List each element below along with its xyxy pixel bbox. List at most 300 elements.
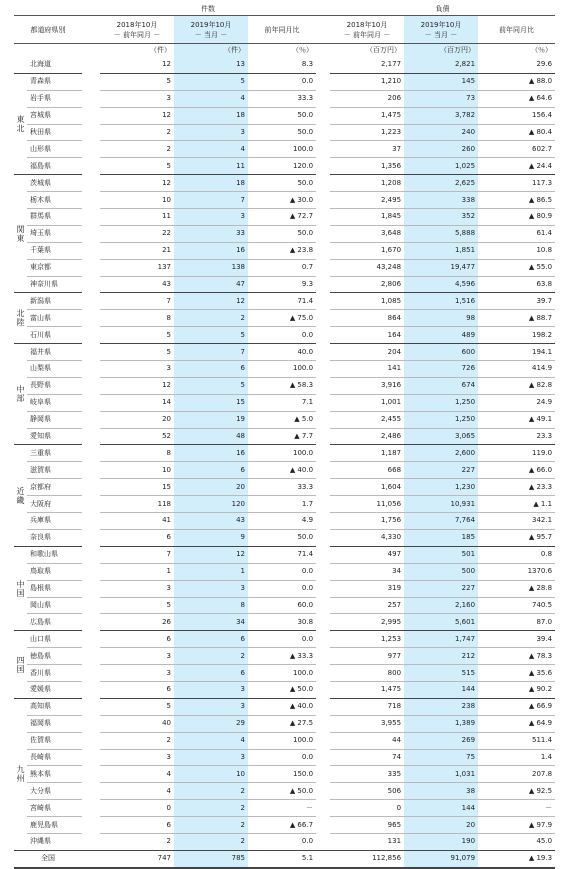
debt-prev: 0 bbox=[330, 800, 404, 817]
table-row bbox=[14, 597, 555, 614]
row-gap bbox=[82, 327, 100, 344]
table-row bbox=[14, 529, 555, 546]
debt-cur: 19,477 bbox=[404, 259, 478, 276]
row-spacer bbox=[316, 276, 330, 293]
table-row bbox=[14, 377, 555, 394]
total-label: 全国 bbox=[14, 850, 82, 868]
count-yoy: ▲ 23.8 bbox=[248, 242, 316, 259]
debt-prev: 1,001 bbox=[330, 394, 404, 411]
table-row bbox=[14, 665, 555, 682]
count-cur: 2 bbox=[174, 833, 248, 850]
pref-name: 島根県 bbox=[27, 580, 82, 597]
pref-name: 奈良県 bbox=[27, 529, 82, 546]
region-label: 関 東 bbox=[14, 175, 27, 293]
count-yoy: ▲ 33.3 bbox=[248, 648, 316, 665]
row-spacer bbox=[316, 310, 330, 327]
count-yoy: ▲ 50.0 bbox=[248, 681, 316, 698]
count-yoy: 0.7 bbox=[248, 259, 316, 276]
row-gap bbox=[82, 529, 100, 546]
debt-prev: 37 bbox=[330, 141, 404, 158]
row-spacer bbox=[316, 90, 330, 107]
debt-cur: 2,625 bbox=[404, 175, 478, 192]
total-debt-cur: 91,079 bbox=[404, 850, 478, 868]
debt-yoy: 511.4 bbox=[478, 732, 555, 749]
count-cur: 4 bbox=[174, 141, 248, 158]
count-yoy: ▲ 30.0 bbox=[248, 192, 316, 209]
row-spacer bbox=[316, 209, 330, 226]
debt-cur: 144 bbox=[404, 800, 478, 817]
debt-cur: 190 bbox=[404, 833, 478, 850]
unit-count-yoy: （％） bbox=[292, 46, 314, 54]
col-count-yoy-header: 前年同月比 bbox=[248, 16, 316, 44]
count-yoy: ▲ 66.7 bbox=[248, 817, 316, 834]
debt-prev: 164 bbox=[330, 327, 404, 344]
table-row bbox=[14, 698, 555, 715]
count-prev: 5 bbox=[100, 73, 174, 90]
debt-cur: 1,031 bbox=[404, 766, 478, 783]
row-spacer bbox=[316, 800, 330, 817]
table-row bbox=[14, 327, 555, 344]
unit-count-cur: （件） bbox=[174, 44, 248, 58]
debt-prev: 2,806 bbox=[330, 276, 404, 293]
group-header-row bbox=[14, 4, 555, 16]
row-gap bbox=[82, 749, 100, 766]
debt-cur: 73 bbox=[404, 90, 478, 107]
row-spacer bbox=[316, 749, 330, 766]
debt-prev: 34 bbox=[330, 563, 404, 580]
table-row bbox=[14, 158, 555, 175]
row-spacer bbox=[316, 344, 330, 361]
debt-yoy: ▲ 66.0 bbox=[478, 462, 555, 479]
debt-cur: 338 bbox=[404, 192, 478, 209]
table-row bbox=[14, 310, 555, 327]
row-gap bbox=[82, 614, 100, 631]
row-spacer bbox=[316, 833, 330, 850]
count-yoy: 33.3 bbox=[248, 479, 316, 496]
pref-name: 群馬県 bbox=[27, 209, 82, 226]
debt-cur: 227 bbox=[404, 580, 478, 597]
count-yoy: 71.4 bbox=[248, 293, 316, 310]
row-gap bbox=[82, 394, 100, 411]
region-label: 近 畿 bbox=[14, 445, 27, 546]
row-spacer bbox=[316, 73, 330, 90]
region-label: 四 国 bbox=[14, 631, 27, 699]
row-gap bbox=[82, 192, 100, 209]
pref-name: 広島県 bbox=[27, 614, 82, 631]
debt-yoy: 198.2 bbox=[478, 327, 555, 344]
row-spacer bbox=[316, 225, 330, 242]
table-body bbox=[14, 57, 555, 850]
row-gap bbox=[82, 259, 100, 276]
row-gap bbox=[82, 563, 100, 580]
count-prev: 3 bbox=[100, 361, 174, 378]
count-yoy: 50.0 bbox=[248, 529, 316, 546]
debt-yoy: ▲ 35.6 bbox=[478, 665, 555, 682]
debt-prev: 3,955 bbox=[330, 715, 404, 732]
count-cur: 7 bbox=[174, 344, 248, 361]
table-row bbox=[14, 428, 555, 445]
pref-name: 兵庫県 bbox=[27, 513, 82, 530]
pref-name: 山梨県 bbox=[27, 361, 82, 378]
count-cur: 3 bbox=[174, 749, 248, 766]
count-prev: 137 bbox=[100, 259, 174, 276]
debt-prev: 1,845 bbox=[330, 209, 404, 226]
count-cur: 29 bbox=[174, 715, 248, 732]
count-yoy: 100.0 bbox=[248, 445, 316, 462]
pref-name: 青森県 bbox=[27, 73, 82, 90]
count-prev: 12 bbox=[100, 57, 174, 73]
row-gap bbox=[82, 833, 100, 850]
debt-yoy: 602.7 bbox=[478, 141, 555, 158]
total-row bbox=[14, 850, 555, 868]
row-gap bbox=[82, 175, 100, 192]
debt-cur: 1,851 bbox=[404, 242, 478, 259]
count-prev: 1 bbox=[100, 563, 174, 580]
pref-name: 北海道 bbox=[14, 57, 82, 73]
count-cur: 6 bbox=[174, 631, 248, 648]
count-yoy: 0.0 bbox=[248, 73, 316, 90]
table-row bbox=[14, 276, 555, 293]
count-prev: 2 bbox=[100, 124, 174, 141]
col-pref-header: 都道府県別 bbox=[14, 16, 82, 44]
count-prev: 10 bbox=[100, 462, 174, 479]
debt-cur: 600 bbox=[404, 344, 478, 361]
debt-yoy: 156.4 bbox=[478, 107, 555, 124]
table-row bbox=[14, 411, 555, 428]
count-prev: 6 bbox=[100, 631, 174, 648]
row-gap bbox=[82, 513, 100, 530]
row-spacer bbox=[316, 377, 330, 394]
count-cur: 20 bbox=[174, 479, 248, 496]
table-row bbox=[14, 479, 555, 496]
debt-yoy: 10.8 bbox=[478, 242, 555, 259]
unit-row bbox=[14, 44, 555, 58]
debt-prev: 1,475 bbox=[330, 681, 404, 698]
row-gap bbox=[82, 715, 100, 732]
count-cur: 120 bbox=[174, 496, 248, 513]
pref-name: 福島県 bbox=[27, 158, 82, 175]
count-prev: 3 bbox=[100, 90, 174, 107]
debt-yoy: ▲ 80.4 bbox=[478, 124, 555, 141]
debt-cur: 1,230 bbox=[404, 479, 478, 496]
debt-cur: 75 bbox=[404, 749, 478, 766]
debt-prev: 1,187 bbox=[330, 445, 404, 462]
pref-name: 鳥取県 bbox=[27, 563, 82, 580]
debt-cur: 352 bbox=[404, 209, 478, 226]
row-gap bbox=[82, 597, 100, 614]
prefecture-bankruptcy-table bbox=[14, 4, 555, 869]
row-spacer bbox=[316, 411, 330, 428]
row-spacer bbox=[316, 580, 330, 597]
count-prev: 12 bbox=[100, 107, 174, 124]
col-count-prev-header: 2018年10月 － 前年同月 － bbox=[100, 16, 174, 44]
total-debt-yoy: ▲ 19.3 bbox=[478, 850, 555, 868]
region-label: 九 州 bbox=[14, 698, 27, 850]
row-spacer bbox=[316, 394, 330, 411]
count-prev: 10 bbox=[100, 192, 174, 209]
count-cur: 5 bbox=[174, 377, 248, 394]
row-spacer bbox=[316, 681, 330, 698]
row-spacer bbox=[316, 715, 330, 732]
table-row bbox=[14, 344, 555, 361]
row-gap bbox=[82, 124, 100, 141]
count-prev: 26 bbox=[100, 614, 174, 631]
row-spacer bbox=[316, 597, 330, 614]
count-yoy: 0.0 bbox=[248, 327, 316, 344]
count-cur: 2 bbox=[174, 783, 248, 800]
row-gap bbox=[82, 225, 100, 242]
table-row bbox=[14, 209, 555, 226]
count-prev: 5 bbox=[100, 344, 174, 361]
row-spacer bbox=[316, 614, 330, 631]
pref-name: 長崎県 bbox=[27, 749, 82, 766]
debt-cur: 185 bbox=[404, 529, 478, 546]
debt-cur: 674 bbox=[404, 377, 478, 394]
pref-name: 熊本県 bbox=[27, 766, 82, 783]
row-gap bbox=[82, 580, 100, 597]
row-spacer bbox=[316, 192, 330, 209]
count-cur: 4 bbox=[174, 90, 248, 107]
debt-yoy: ▲ 1.1 bbox=[478, 496, 555, 513]
debt-yoy: ▲ 82.8 bbox=[478, 377, 555, 394]
row-spacer bbox=[316, 648, 330, 665]
count-prev: 2 bbox=[100, 833, 174, 850]
pref-name: 京都府 bbox=[27, 479, 82, 496]
region-label: 北 陸 bbox=[14, 293, 27, 344]
row-spacer bbox=[316, 158, 330, 175]
row-gap bbox=[82, 496, 100, 513]
group-count-header: 件数 bbox=[100, 4, 316, 16]
count-cur: 138 bbox=[174, 259, 248, 276]
debt-prev: 206 bbox=[330, 90, 404, 107]
debt-yoy: ▲ 78.3 bbox=[478, 648, 555, 665]
pref-name: 富山県 bbox=[27, 310, 82, 327]
pref-name: 長野県 bbox=[27, 377, 82, 394]
table-row bbox=[14, 732, 555, 749]
row-gap bbox=[82, 90, 100, 107]
count-prev: 2 bbox=[100, 732, 174, 749]
debt-yoy: ▲ 64.9 bbox=[478, 715, 555, 732]
debt-yoy: ▲ 80.9 bbox=[478, 209, 555, 226]
pref-name: 東京都 bbox=[27, 259, 82, 276]
count-yoy: 0.0 bbox=[248, 749, 316, 766]
debt-yoy: 39.7 bbox=[478, 293, 555, 310]
debt-cur: 260 bbox=[404, 141, 478, 158]
row-spacer bbox=[316, 563, 330, 580]
table-row bbox=[14, 833, 555, 850]
total-count-cur: 785 bbox=[174, 850, 248, 868]
debt-cur: 1,747 bbox=[404, 631, 478, 648]
debt-yoy: ▲ 49.1 bbox=[478, 411, 555, 428]
table-row bbox=[14, 175, 555, 192]
table-row bbox=[14, 817, 555, 834]
debt-yoy: ▲ 55.0 bbox=[478, 259, 555, 276]
table-row bbox=[14, 563, 555, 580]
table-row bbox=[14, 73, 555, 90]
count-prev: 15 bbox=[100, 479, 174, 496]
debt-prev: 3,916 bbox=[330, 377, 404, 394]
count-prev: 4 bbox=[100, 766, 174, 783]
table-row bbox=[14, 631, 555, 648]
count-cur: 2 bbox=[174, 648, 248, 665]
count-yoy: ▲ 50.0 bbox=[248, 783, 316, 800]
count-prev: 8 bbox=[100, 445, 174, 462]
debt-cur: 10,931 bbox=[404, 496, 478, 513]
row-gap bbox=[82, 310, 100, 327]
row-spacer bbox=[316, 57, 330, 73]
debt-yoy: 207.8 bbox=[478, 766, 555, 783]
debt-yoy: 1370.6 bbox=[478, 563, 555, 580]
count-prev: 6 bbox=[100, 817, 174, 834]
row-spacer bbox=[316, 107, 330, 124]
pref-name: 千葉県 bbox=[27, 242, 82, 259]
column-header-row bbox=[14, 16, 555, 44]
debt-yoy: ▲ 90.2 bbox=[478, 681, 555, 698]
debt-yoy: ▲ 88.7 bbox=[478, 310, 555, 327]
row-gap bbox=[82, 546, 100, 563]
row-spacer bbox=[316, 242, 330, 259]
row-spacer bbox=[316, 175, 330, 192]
debt-prev: 2,455 bbox=[330, 411, 404, 428]
count-yoy: ▲ 75.0 bbox=[248, 310, 316, 327]
debt-prev: 2,995 bbox=[330, 614, 404, 631]
row-gap bbox=[82, 57, 100, 73]
count-cur: 18 bbox=[174, 175, 248, 192]
pref-name: 沖縄県 bbox=[27, 833, 82, 850]
count-prev: 4 bbox=[100, 783, 174, 800]
pref-name: 大分県 bbox=[27, 783, 82, 800]
debt-yoy: 119.0 bbox=[478, 445, 555, 462]
debt-yoy: － bbox=[478, 800, 555, 817]
debt-yoy: ▲ 92.5 bbox=[478, 783, 555, 800]
count-cur: 2 bbox=[174, 817, 248, 834]
count-yoy: 100.0 bbox=[248, 665, 316, 682]
debt-yoy: 194.1 bbox=[478, 344, 555, 361]
table-row bbox=[14, 580, 555, 597]
row-gap bbox=[82, 411, 100, 428]
debt-prev: 1,756 bbox=[330, 513, 404, 530]
table-row bbox=[14, 394, 555, 411]
debt-yoy: 45.0 bbox=[478, 833, 555, 850]
count-yoy: 100.0 bbox=[248, 141, 316, 158]
unit-debt-yoy: （％） bbox=[531, 46, 553, 54]
debt-yoy: ▲ 64.6 bbox=[478, 90, 555, 107]
count-prev: 5 bbox=[100, 158, 174, 175]
count-yoy: 50.0 bbox=[248, 225, 316, 242]
region-label: 東 北 bbox=[14, 73, 27, 174]
count-yoy: ▲ 7.7 bbox=[248, 428, 316, 445]
row-spacer bbox=[316, 698, 330, 715]
count-cur: 43 bbox=[174, 513, 248, 530]
count-prev: 43 bbox=[100, 276, 174, 293]
pref-name: 佐賀県 bbox=[27, 732, 82, 749]
debt-cur: 238 bbox=[404, 698, 478, 715]
count-cur: 5 bbox=[174, 327, 248, 344]
count-yoy: ▲ 5.0 bbox=[248, 411, 316, 428]
count-prev: 5 bbox=[100, 327, 174, 344]
debt-cur: 144 bbox=[404, 681, 478, 698]
region-label: 中 国 bbox=[14, 546, 27, 630]
count-yoy: ▲ 27.5 bbox=[248, 715, 316, 732]
debt-yoy: 414.9 bbox=[478, 361, 555, 378]
col-debt-prev-header: 2018年10月 － 前年同月 － bbox=[330, 16, 404, 44]
pref-name: 静岡県 bbox=[27, 411, 82, 428]
debt-prev: 1,670 bbox=[330, 242, 404, 259]
row-gap bbox=[82, 242, 100, 259]
pref-name: 愛知県 bbox=[27, 428, 82, 445]
unit-debt-cur: （百万円） bbox=[404, 44, 478, 58]
count-yoy: 150.0 bbox=[248, 766, 316, 783]
debt-yoy: 342.1 bbox=[478, 513, 555, 530]
count-prev: 11 bbox=[100, 209, 174, 226]
count-cur: 16 bbox=[174, 445, 248, 462]
count-cur: 3 bbox=[174, 681, 248, 698]
debt-cur: 3,065 bbox=[404, 428, 478, 445]
table-row bbox=[14, 715, 555, 732]
debt-cur: 269 bbox=[404, 732, 478, 749]
row-gap bbox=[82, 73, 100, 90]
debt-prev: 864 bbox=[330, 310, 404, 327]
table-row bbox=[14, 614, 555, 631]
debt-cur: 501 bbox=[404, 546, 478, 563]
count-cur: 8 bbox=[174, 597, 248, 614]
count-yoy: 100.0 bbox=[248, 732, 316, 749]
pref-name: 滋賀県 bbox=[27, 462, 82, 479]
debt-cur: 2,821 bbox=[404, 57, 478, 73]
count-prev: 52 bbox=[100, 428, 174, 445]
debt-cur: 20 bbox=[404, 817, 478, 834]
debt-prev: 74 bbox=[330, 749, 404, 766]
row-gap bbox=[82, 631, 100, 648]
total-debt-prev: 112,856 bbox=[330, 850, 404, 868]
debt-prev: 977 bbox=[330, 648, 404, 665]
col-debt-cur-header: 2019年10月 － 当月 － bbox=[404, 16, 478, 44]
table-row bbox=[14, 766, 555, 783]
pref-name: 福岡県 bbox=[27, 715, 82, 732]
pref-name: 福井県 bbox=[27, 344, 82, 361]
pref-name: 高知県 bbox=[27, 698, 82, 715]
count-yoy: 50.0 bbox=[248, 124, 316, 141]
debt-cur: 2,160 bbox=[404, 597, 478, 614]
pref-name: 徳島県 bbox=[27, 648, 82, 665]
debt-yoy: 23.3 bbox=[478, 428, 555, 445]
count-prev: 5 bbox=[100, 698, 174, 715]
table-row bbox=[14, 57, 555, 73]
row-gap bbox=[82, 361, 100, 378]
count-yoy: 40.0 bbox=[248, 344, 316, 361]
count-cur: 11 bbox=[174, 158, 248, 175]
count-yoy: ▲ 40.0 bbox=[248, 462, 316, 479]
debt-yoy: 1.4 bbox=[478, 749, 555, 766]
table-row bbox=[14, 361, 555, 378]
count-cur: 10 bbox=[174, 766, 248, 783]
row-spacer bbox=[316, 428, 330, 445]
debt-cur: 1,250 bbox=[404, 411, 478, 428]
count-prev: 3 bbox=[100, 665, 174, 682]
row-gap bbox=[82, 732, 100, 749]
count-cur: 16 bbox=[174, 242, 248, 259]
count-cur: 4 bbox=[174, 732, 248, 749]
row-spacer bbox=[316, 732, 330, 749]
count-yoy: 30.8 bbox=[248, 614, 316, 631]
pref-name: 栃木県 bbox=[27, 192, 82, 209]
count-cur: 6 bbox=[174, 361, 248, 378]
debt-prev: 257 bbox=[330, 597, 404, 614]
table-row bbox=[14, 90, 555, 107]
count-cur: 33 bbox=[174, 225, 248, 242]
table-row bbox=[14, 107, 555, 124]
row-gap bbox=[82, 817, 100, 834]
